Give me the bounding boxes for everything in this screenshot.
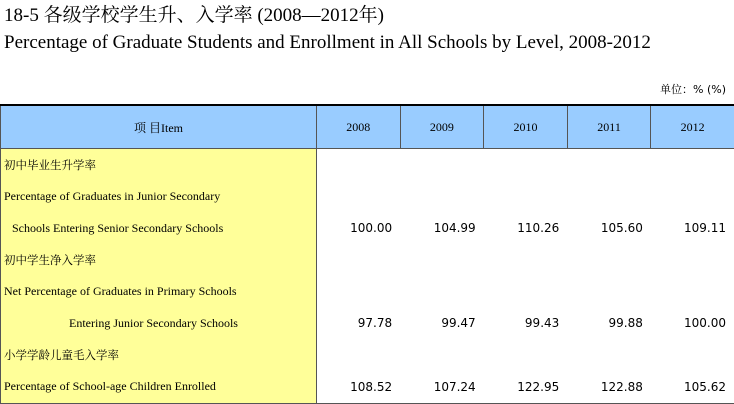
cell-value <box>484 276 568 308</box>
cell-value: 104.99 <box>400 212 484 244</box>
cell-value <box>651 339 734 371</box>
row-label: 小学学龄儿童毛入学率 <box>1 339 317 371</box>
cell-value <box>567 149 651 181</box>
cell-value <box>317 149 401 181</box>
cell-value <box>651 276 734 308</box>
column-header-2011: 2011 <box>567 105 651 149</box>
cell-value <box>651 181 734 213</box>
cell-value <box>484 181 568 213</box>
column-header-2012: 2012 <box>651 105 734 149</box>
table-row <box>1 276 734 308</box>
cell-value <box>567 244 651 276</box>
cell-value <box>400 276 484 308</box>
table-row <box>1 244 734 276</box>
table-row <box>1 212 734 244</box>
cell-value <box>400 244 484 276</box>
cell-value: 100.00 <box>651 307 734 339</box>
cell-value <box>317 244 401 276</box>
cell-value <box>400 339 484 371</box>
cell-value <box>317 339 401 371</box>
cell-value <box>317 276 401 308</box>
table-row <box>1 149 734 181</box>
cell-value: 122.88 <box>567 371 651 403</box>
statistics-table <box>0 104 734 404</box>
row-label: Entering Junior Secondary Schools <box>1 307 317 339</box>
column-header-2008: 2008 <box>317 105 401 149</box>
column-header-item: 项 目Item <box>1 105 317 149</box>
cell-value <box>651 149 734 181</box>
cell-value: 99.47 <box>400 307 484 339</box>
row-label: Percentage of Graduates in Junior Secondary <box>1 181 317 213</box>
cell-value: 109.11 <box>651 212 734 244</box>
table-row <box>1 181 734 213</box>
page-title-chinese: 18-5 各级学校学生升、入学率 (2008—2012年) <box>4 5 384 27</box>
row-label: Percentage of School-age Children Enrolled <box>1 371 317 403</box>
cell-value: 100.00 <box>317 212 401 244</box>
cell-value: 105.60 <box>567 212 651 244</box>
table-row <box>1 307 734 339</box>
cell-value: 99.43 <box>484 307 568 339</box>
table-header-row <box>1 105 734 149</box>
cell-value <box>567 181 651 213</box>
page-title-english: Percentage of Graduate Students and Enrollment in All Schools by Level, 2008-2012 <box>4 32 651 54</box>
cell-value <box>317 181 401 213</box>
cell-value: 107.24 <box>400 371 484 403</box>
row-label: 初中学生净入学率 <box>1 244 317 276</box>
cell-value <box>567 339 651 371</box>
cell-value <box>651 244 734 276</box>
cell-value <box>567 276 651 308</box>
cell-value: 105.62 <box>651 371 734 403</box>
cell-value: 97.78 <box>317 307 401 339</box>
column-header-2010: 2010 <box>484 105 568 149</box>
row-label: 初中毕业生升学率 <box>1 149 317 181</box>
cell-value: 110.26 <box>484 212 568 244</box>
row-label: Schools Entering Senior Secondary Schools <box>1 212 317 244</box>
cell-value: 122.95 <box>484 371 568 403</box>
cell-value: 108.52 <box>317 371 401 403</box>
cell-value <box>484 339 568 371</box>
cell-value <box>400 181 484 213</box>
unit-label: 单位：% (%) <box>660 81 726 97</box>
cell-value: 99.88 <box>567 307 651 339</box>
table-row <box>1 371 734 403</box>
cell-value <box>484 244 568 276</box>
column-header-2009: 2009 <box>400 105 484 149</box>
table-row <box>1 339 734 371</box>
cell-value <box>400 149 484 181</box>
cell-value <box>484 149 568 181</box>
row-label: Net Percentage of Graduates in Primary Schools <box>1 276 317 308</box>
